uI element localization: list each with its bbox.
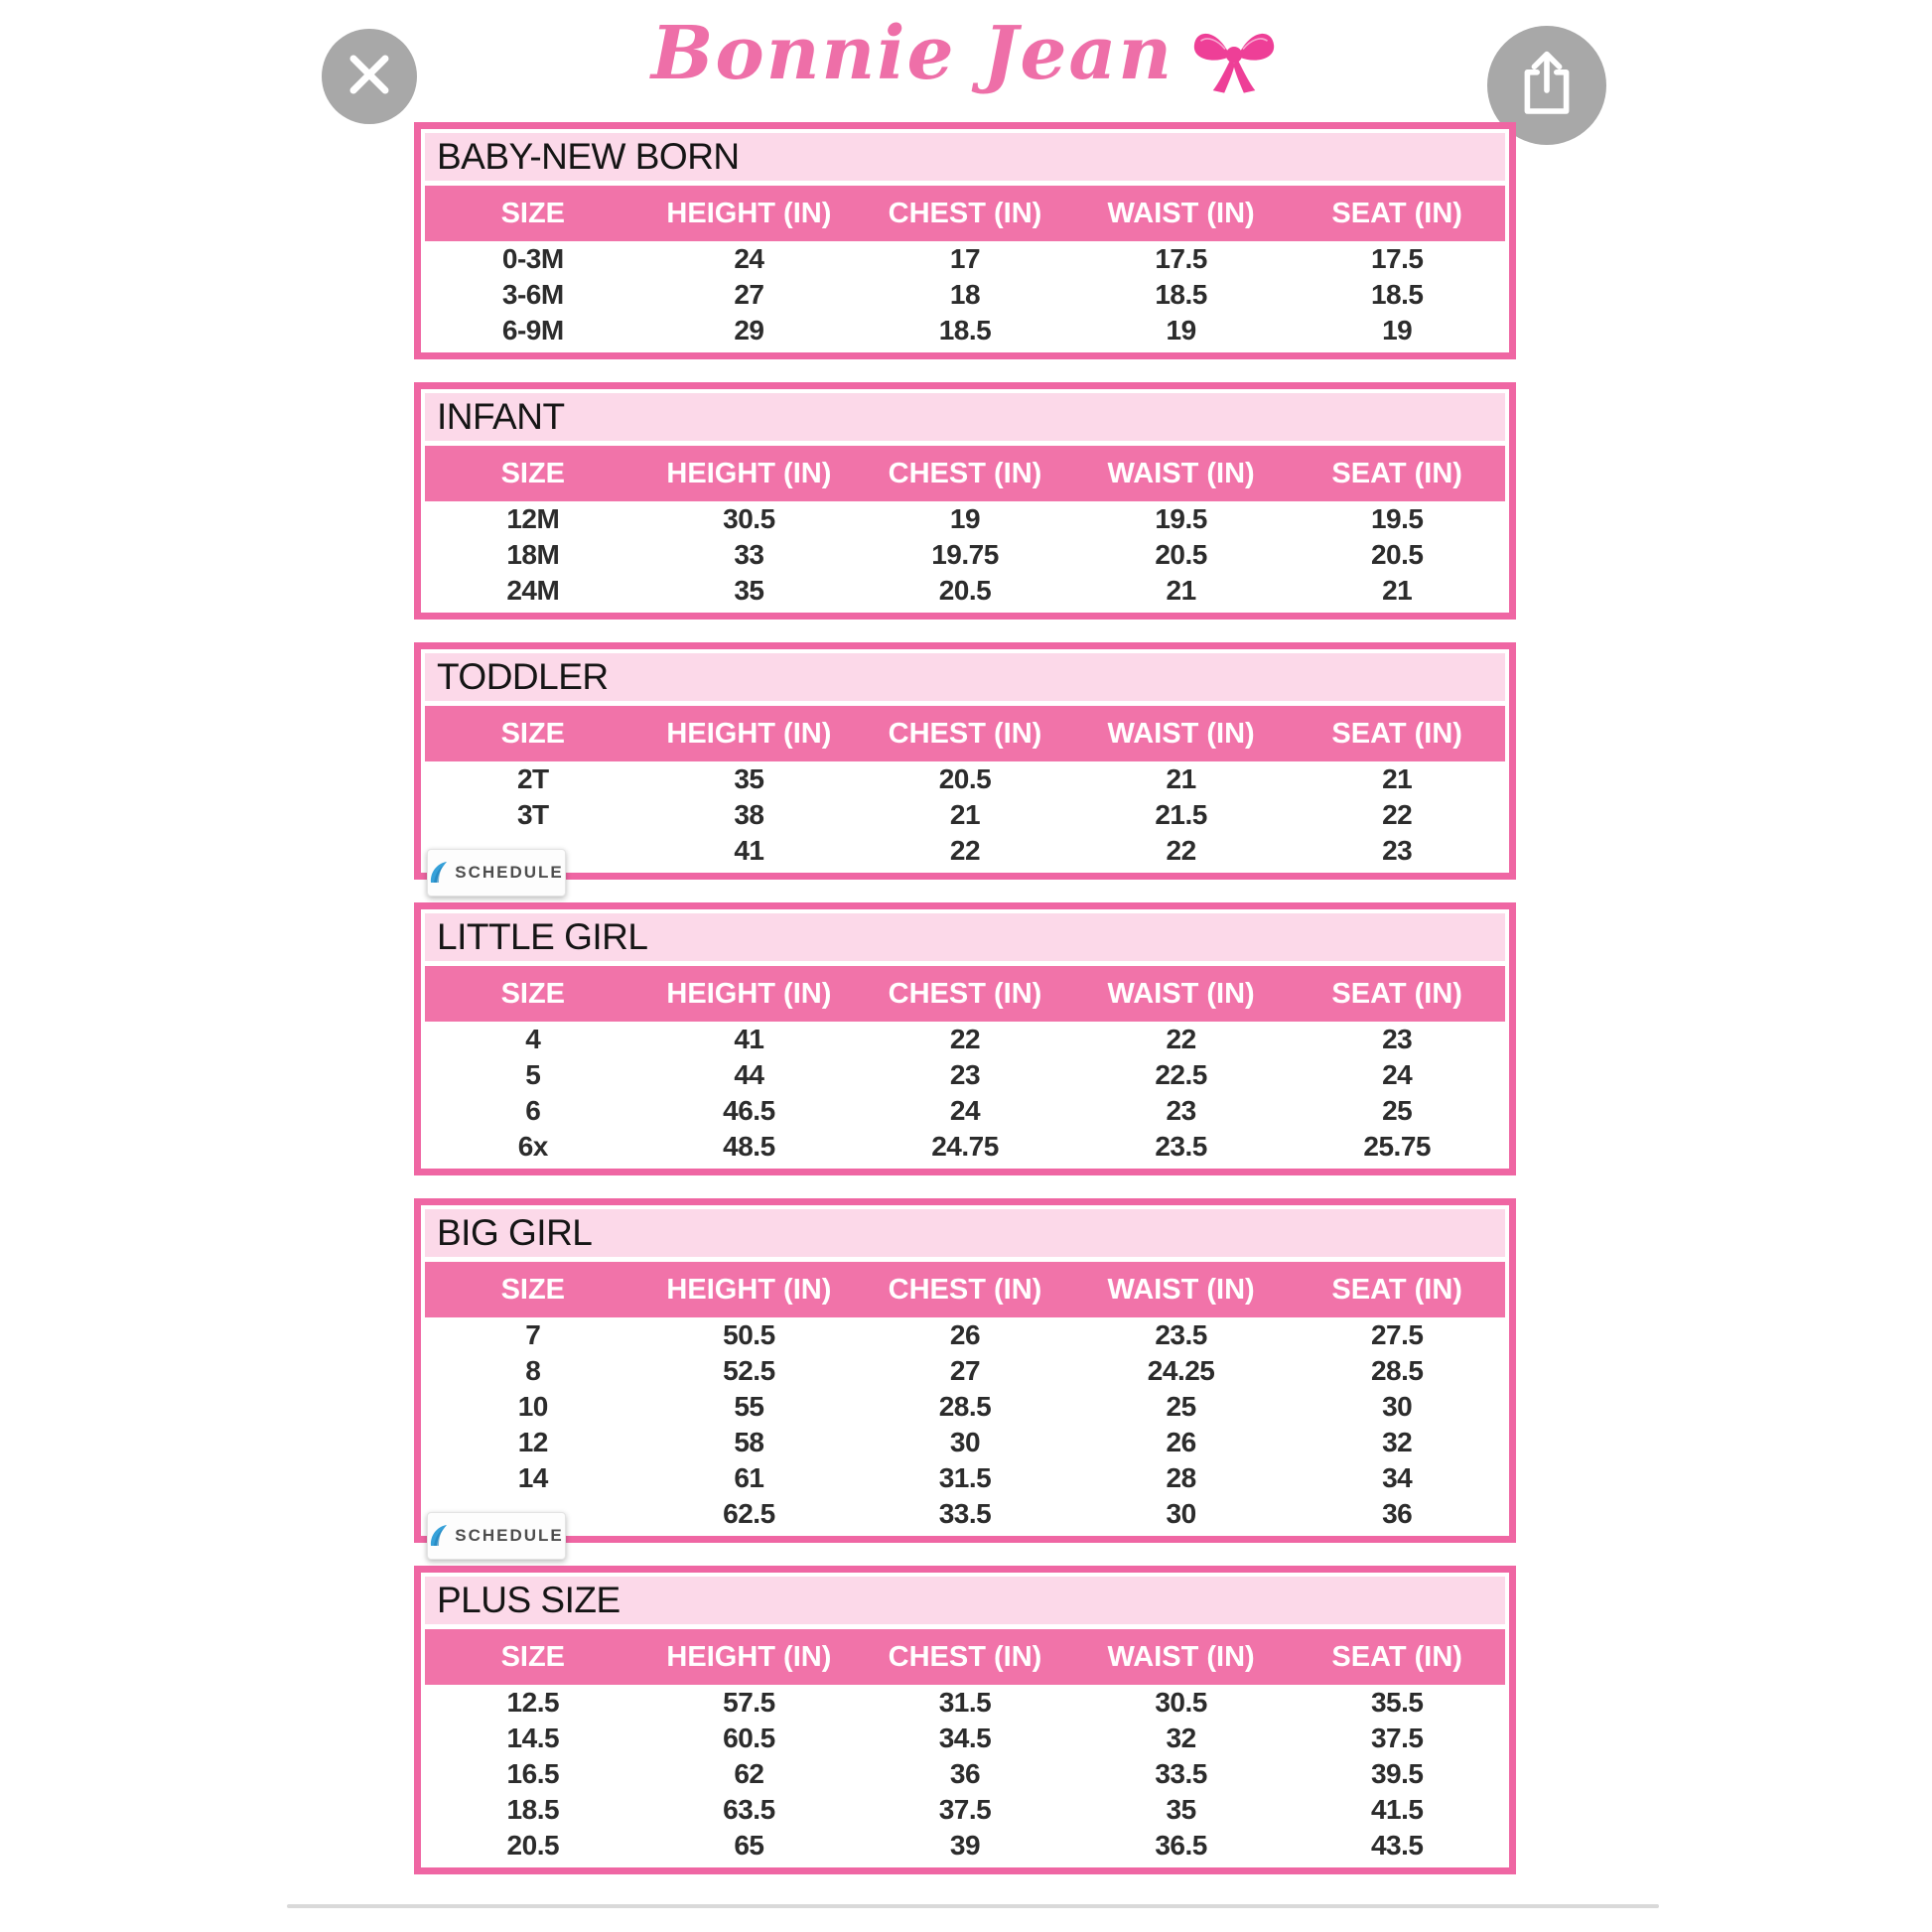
table-cell: 28: [1166, 1462, 1196, 1493]
table-title: BIG GIRL: [425, 1209, 1505, 1257]
table-row: [425, 1792, 1505, 1828]
table-row: [425, 313, 1505, 348]
table-cell: 61: [734, 1462, 764, 1493]
column-header: SEAT (IN): [1331, 717, 1462, 750]
table-cell: 60.5: [723, 1723, 775, 1753]
column-header: WAIST (IN): [1107, 1273, 1255, 1306]
column-header: SIZE: [500, 1640, 566, 1673]
table-cell: 23: [949, 1059, 981, 1090]
table-cell: 32: [1382, 1427, 1413, 1457]
table-row: [425, 277, 1505, 313]
column-header: WAIST (IN): [1107, 457, 1255, 489]
column-header: CHEST (IN): [888, 717, 1042, 750]
schedule-overlay-badge[interactable]: [427, 1512, 566, 1560]
table-cell: 36.5: [1155, 1830, 1207, 1861]
table-row: [425, 797, 1505, 833]
table-row: [425, 1828, 1505, 1863]
size-table: [414, 382, 1516, 620]
table-cell: 17: [949, 243, 981, 274]
table-cell: 28.5: [938, 1391, 992, 1422]
table-cell: 32: [1166, 1723, 1196, 1753]
table-cell: 23: [1382, 1024, 1413, 1054]
table-cell: 12M: [506, 503, 560, 534]
table-cell: 4: [525, 1024, 541, 1054]
table-row: [425, 1425, 1505, 1460]
table-row: [425, 573, 1505, 609]
table-row: [425, 1093, 1505, 1129]
table-cell: 18.5: [938, 315, 992, 345]
column-header: SIZE: [500, 717, 566, 750]
brand-logo: [414, 6, 1516, 101]
table-cell: 27: [949, 1355, 981, 1386]
bow-icon: [1189, 15, 1279, 101]
table-cell: 36: [1382, 1498, 1413, 1529]
table-rows: [425, 501, 1505, 609]
table-cell: 6-9M: [501, 315, 564, 345]
table-cell: 21: [1382, 575, 1413, 606]
table-cell: 25: [1382, 1095, 1413, 1126]
table-cell: 19: [1382, 315, 1413, 345]
table-cell: 19.5: [1370, 503, 1424, 534]
table-cell: 27.5: [1370, 1319, 1424, 1350]
table-row: [425, 1389, 1505, 1425]
column-header-row: [425, 966, 1505, 1022]
table-cell: 63.5: [723, 1794, 775, 1825]
column-header: HEIGHT (IN): [666, 977, 832, 1010]
column-header: WAIST (IN): [1107, 717, 1255, 750]
table-cell: 27: [734, 279, 764, 310]
table-cell: 30.5: [1155, 1687, 1207, 1718]
column-header: SIZE: [500, 1273, 566, 1306]
table-row: [425, 1057, 1505, 1093]
table-cell: 18M: [506, 539, 560, 570]
table-cell: 10: [517, 1391, 548, 1422]
table-row: [425, 761, 1505, 797]
table-cell: 12: [517, 1427, 548, 1457]
table-cell: 19.75: [931, 539, 999, 570]
table-cell: 21: [1382, 763, 1413, 794]
close-icon: [344, 49, 395, 105]
table-rows: [425, 1685, 1505, 1863]
table-cell: 16.5: [506, 1758, 560, 1789]
size-table: [414, 1198, 1516, 1543]
table-cell: 6: [525, 1095, 541, 1126]
column-header: CHEST (IN): [888, 1640, 1042, 1673]
table-cell: 52.5: [723, 1355, 775, 1386]
table-cell: 65: [734, 1830, 764, 1861]
table-title: BABY-NEW BORN: [425, 133, 1505, 181]
table-cell: 46.5: [723, 1095, 775, 1126]
blue-swoosh-icon: [429, 861, 449, 885]
table-cell: 25: [1166, 1391, 1196, 1422]
table-cell: 14.5: [506, 1723, 560, 1753]
column-header: CHEST (IN): [888, 1273, 1042, 1306]
table-cell: 35: [734, 575, 764, 606]
table-rows: [425, 1317, 1505, 1545]
size-table: [414, 902, 1516, 1175]
table-cell: 22.5: [1155, 1059, 1207, 1090]
table-row: [425, 1460, 1505, 1496]
table-cell: 17.5: [1155, 243, 1207, 274]
table-cell: 23: [1382, 835, 1413, 866]
table-title: INFANT: [425, 393, 1505, 441]
table-cell: 24: [734, 243, 764, 274]
table-cell: 62: [734, 1758, 764, 1789]
size-table: [414, 1566, 1516, 1874]
column-header: SIZE: [500, 977, 566, 1010]
table-cell: 23.5: [1155, 1319, 1207, 1350]
table-cell: 8: [525, 1355, 541, 1386]
column-header: WAIST (IN): [1107, 197, 1255, 229]
table-cell: 35: [1166, 1794, 1196, 1825]
column-header: CHEST (IN): [888, 977, 1042, 1010]
table-cell: 39: [949, 1830, 981, 1861]
table-row: [425, 1317, 1505, 1353]
table-cell: 14: [517, 1462, 548, 1493]
table-cell: 44: [734, 1059, 764, 1090]
table-row: [425, 1496, 1505, 1545]
table-cell: 43.5: [1370, 1830, 1424, 1861]
table-cell: 41: [734, 835, 764, 866]
column-header: SIZE: [500, 197, 566, 229]
table-cell: 20.5: [1155, 539, 1207, 570]
table-cell: 28.5: [1370, 1355, 1424, 1386]
column-header: HEIGHT (IN): [666, 1273, 832, 1306]
table-cell: 3T: [516, 799, 549, 830]
table-rows: [425, 761, 1505, 882]
column-header: CHEST (IN): [888, 197, 1042, 229]
blue-swoosh-icon: [429, 1524, 449, 1548]
table-cell: 37.5: [938, 1794, 992, 1825]
table-cell: 20.5: [938, 575, 992, 606]
table-cell: 38: [734, 799, 764, 830]
table-cell: 18.5: [1370, 279, 1424, 310]
table-cell: 24M: [506, 575, 560, 606]
column-header: HEIGHT (IN): [666, 457, 832, 489]
table-cell: 35.5: [1370, 1687, 1424, 1718]
column-header: SEAT (IN): [1331, 197, 1462, 229]
table-cell: 19: [949, 503, 981, 534]
table-cell: 3-6M: [501, 279, 564, 310]
table-cell: 22: [1382, 799, 1413, 830]
column-header-row: [425, 186, 1505, 241]
table-cell: 33.5: [1155, 1758, 1207, 1789]
table-cell: 25.75: [1363, 1131, 1431, 1162]
column-header: SEAT (IN): [1331, 1640, 1462, 1673]
table-cell: 18: [949, 279, 981, 310]
table-cell: 48.5: [723, 1131, 775, 1162]
table-title: LITTLE GIRL: [425, 913, 1505, 961]
table-cell: 22: [949, 835, 981, 866]
column-header: SEAT (IN): [1331, 457, 1462, 489]
column-header: CHEST (IN): [888, 457, 1042, 489]
table-cell: 26: [949, 1319, 981, 1350]
table-cell: 34: [1382, 1462, 1413, 1493]
table-cell: 58: [734, 1427, 764, 1457]
table-cell: 18.5: [1155, 279, 1207, 310]
table-cell: 0-3M: [501, 243, 564, 274]
close-button[interactable]: [322, 29, 417, 124]
size-table: [414, 642, 1516, 880]
column-header-row: [425, 1629, 1505, 1685]
schedule-overlay-badge[interactable]: [427, 849, 566, 897]
brand-logo-text: Bonnie Jean: [650, 11, 1174, 96]
table-cell: 20.5: [506, 1830, 560, 1861]
table-row: [425, 241, 1505, 277]
schedule-badge-label: SCHEDULE: [455, 863, 564, 882]
table-cell: 23: [1166, 1095, 1196, 1126]
table-cell: 21: [949, 799, 981, 830]
schedule-badge-label: SCHEDULE: [455, 1526, 564, 1545]
column-header: HEIGHT (IN): [666, 717, 832, 750]
column-header: WAIST (IN): [1107, 1640, 1255, 1673]
table-row: [425, 1353, 1505, 1389]
table-row: [425, 537, 1505, 573]
table-cell: 20.5: [1370, 539, 1424, 570]
bottom-divider: [287, 1904, 1659, 1908]
table-cell: 21: [1166, 763, 1196, 794]
table-cell: 18.5: [506, 1794, 560, 1825]
table-cell: 21.5: [1155, 799, 1207, 830]
table-cell: 36: [949, 1758, 981, 1789]
table-cell: 23.5: [1155, 1131, 1207, 1162]
table-rows: [425, 1022, 1505, 1165]
table-cell: 21: [1166, 575, 1196, 606]
table-rows: [425, 241, 1505, 348]
table-cell: 24: [1382, 1059, 1413, 1090]
table-cell: 55: [734, 1391, 764, 1422]
table-title: TODDLER: [425, 653, 1505, 701]
table-cell: 26: [1166, 1427, 1196, 1457]
table-cell: 34.5: [938, 1723, 992, 1753]
table-cell: 24.75: [931, 1131, 999, 1162]
table-cell: 33: [734, 539, 764, 570]
table-cell: 30: [1382, 1391, 1413, 1422]
column-header: HEIGHT (IN): [666, 1640, 832, 1673]
table-cell: 5: [525, 1059, 541, 1090]
table-cell: 30.5: [723, 503, 775, 534]
table-cell: 6x: [517, 1131, 548, 1162]
table-cell: 57.5: [723, 1687, 775, 1718]
column-header: SIZE: [500, 457, 566, 489]
table-cell: 22: [1166, 835, 1196, 866]
column-header: SEAT (IN): [1331, 977, 1462, 1010]
table-row: [425, 1022, 1505, 1057]
column-header: HEIGHT (IN): [666, 197, 832, 229]
table-row: [425, 833, 1505, 882]
table-cell: 41: [734, 1024, 764, 1054]
table-row: [425, 1129, 1505, 1165]
column-header-row: [425, 446, 1505, 501]
table-cell: 35: [734, 763, 764, 794]
table-cell: 33.5: [938, 1498, 992, 1529]
table-cell: 62.5: [723, 1498, 775, 1529]
table-cell: 7: [525, 1319, 541, 1350]
share-icon: [1516, 49, 1578, 123]
table-cell: 12.5: [506, 1687, 560, 1718]
table-cell: 29: [734, 315, 764, 345]
table-cell: 17.5: [1370, 243, 1424, 274]
column-header-row: [425, 1262, 1505, 1317]
table-cell: 22: [949, 1024, 981, 1054]
table-cell: 31.5: [938, 1462, 992, 1493]
column-header: WAIST (IN): [1107, 977, 1255, 1010]
table-row: [425, 501, 1505, 537]
column-header: SEAT (IN): [1331, 1273, 1462, 1306]
table-title: PLUS SIZE: [425, 1577, 1505, 1624]
table-row: [425, 1756, 1505, 1792]
size-table: [414, 122, 1516, 359]
table-row: [425, 1721, 1505, 1756]
table-cell: 41.5: [1370, 1794, 1424, 1825]
tables-container: [414, 122, 1516, 1897]
column-header-row: [425, 706, 1505, 761]
table-cell: 30: [1166, 1498, 1196, 1529]
table-cell: 30: [949, 1427, 981, 1457]
table-cell: 19: [1166, 315, 1196, 345]
table-cell: 19.5: [1155, 503, 1207, 534]
table-cell: 22: [1166, 1024, 1196, 1054]
table-cell: 37.5: [1370, 1723, 1424, 1753]
table-row: [425, 1685, 1505, 1721]
table-cell: 50.5: [723, 1319, 775, 1350]
table-cell: 2T: [516, 763, 549, 794]
table-cell: 39.5: [1370, 1758, 1424, 1789]
table-cell: 24: [949, 1095, 981, 1126]
table-cell: 24.25: [1147, 1355, 1215, 1386]
table-cell: 31.5: [938, 1687, 992, 1718]
table-cell: 20.5: [938, 763, 992, 794]
